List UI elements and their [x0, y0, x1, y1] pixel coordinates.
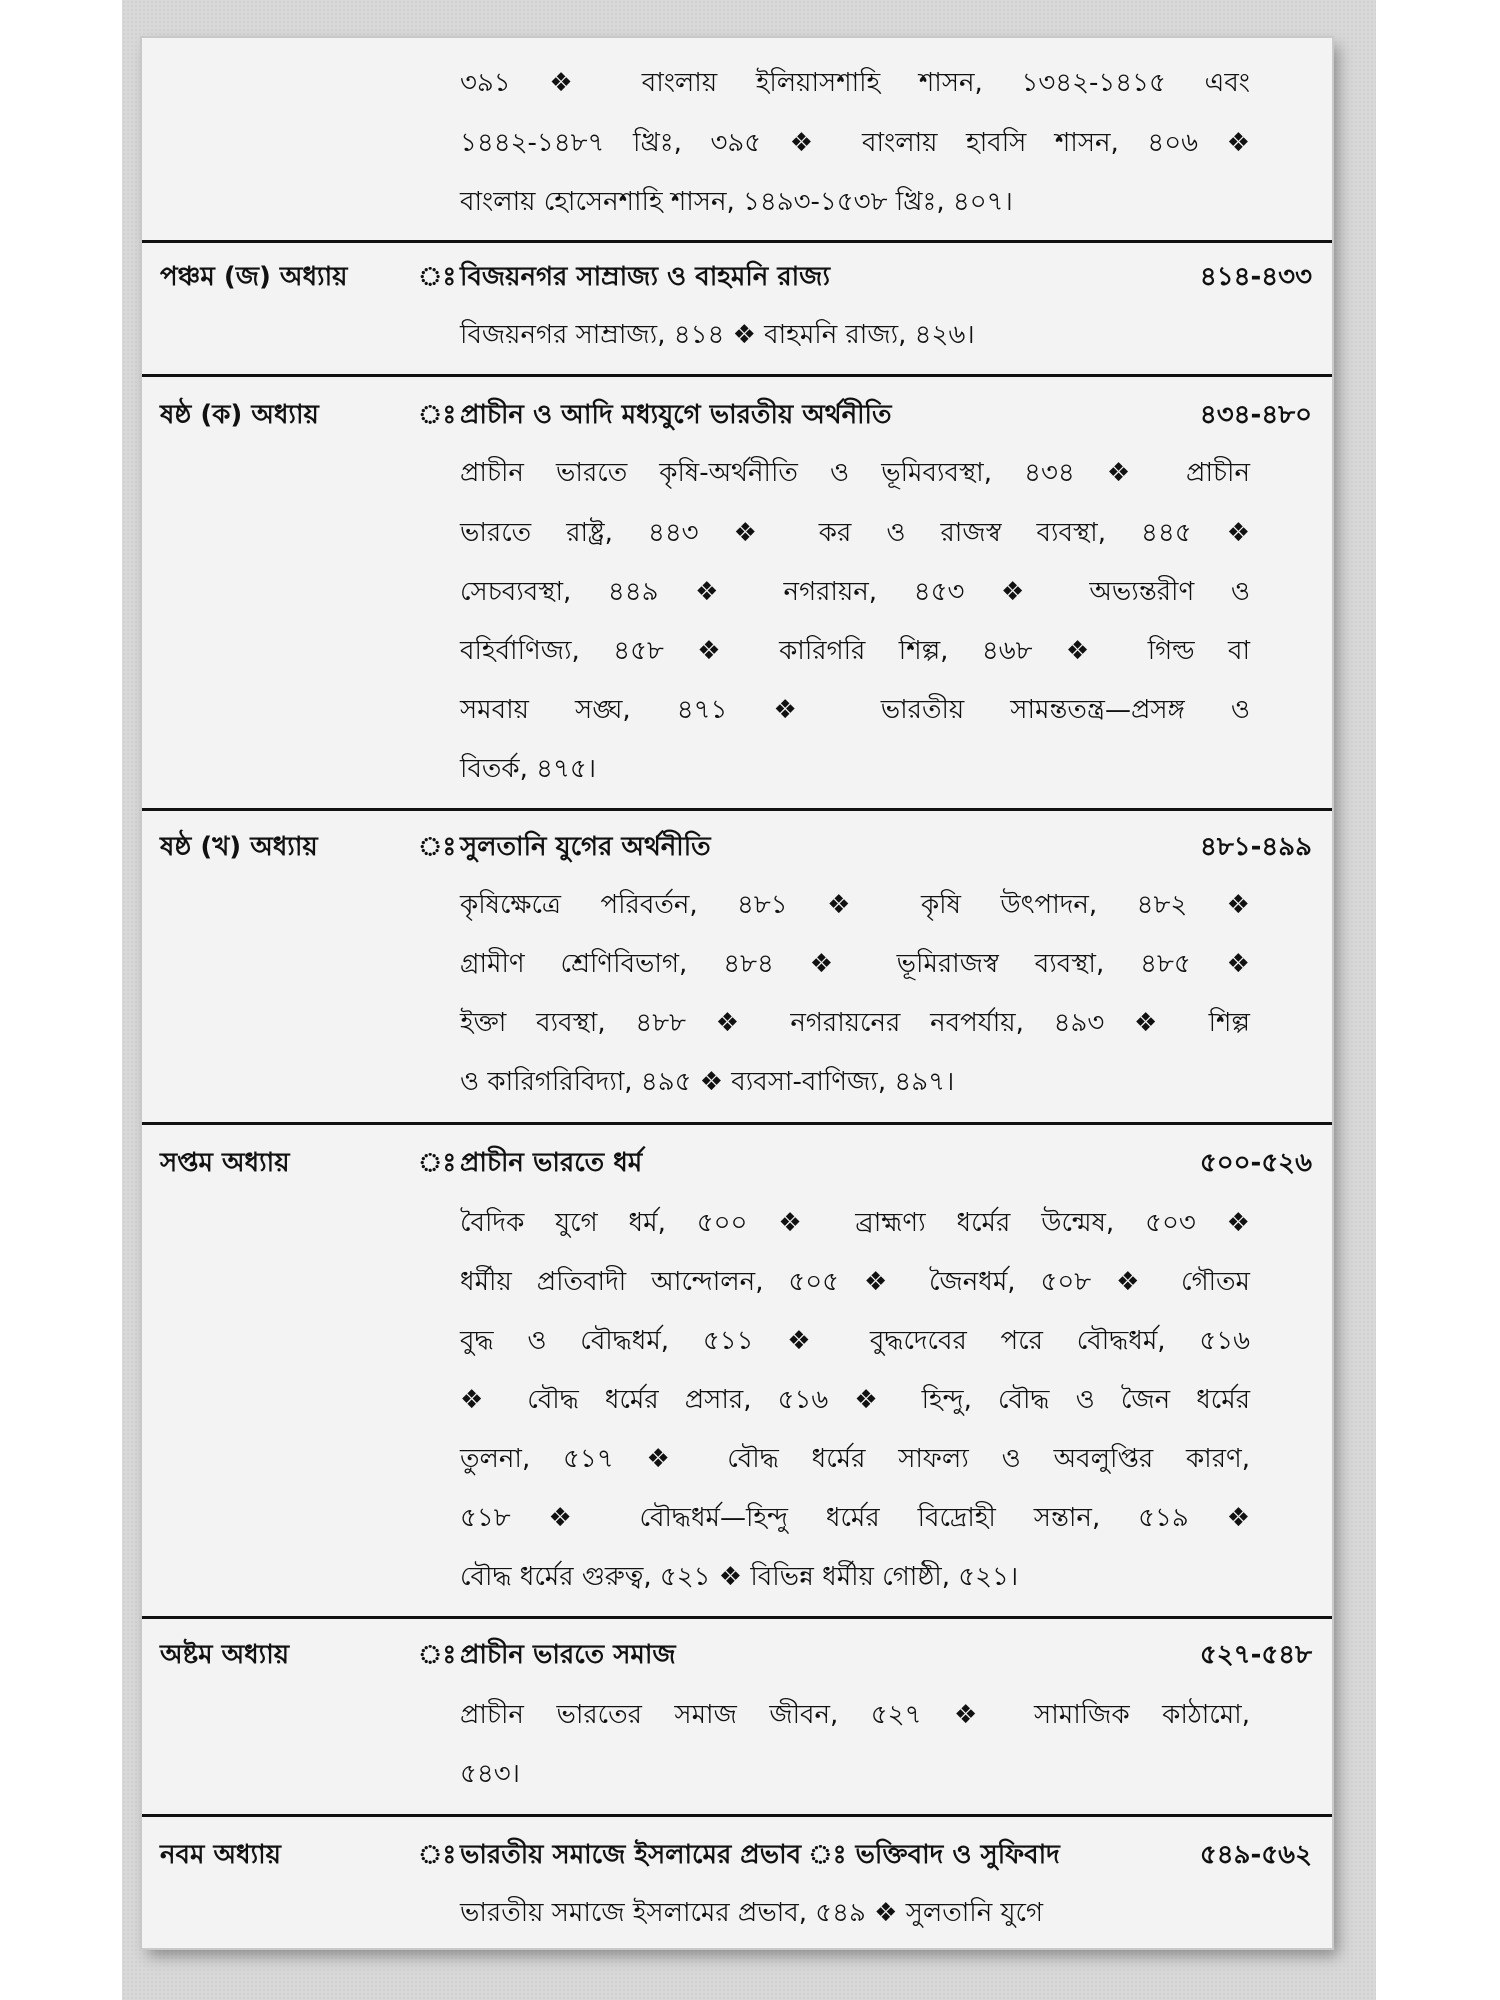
chapter-body-line: ভারতে রাষ্ট্র, ৪৪৩ ❖ কর ও রাজস্ব ব্যবস্থা, ৪৪৫ ❖ — [460, 518, 1250, 548]
chapter-body-line: বিজয়নগর সাম্রাজ্য, ৪১৪ ❖ বাহমনি রাজ্য, ৪২৬। — [460, 320, 975, 350]
chapter-body-line: সমবায় সঙ্ঘ, ৪৭১ ❖ ভারতীয় সামন্ততন্ত্র—প্রসঙ্গ ও — [460, 695, 1250, 725]
chapter-title: বিজয়নগর সাম্রাজ্য ও বাহমনি রাজ্য — [460, 262, 830, 292]
chapter-title: প্রাচীন ভারতে ধর্ম — [460, 1148, 643, 1178]
chapter-body-line: ও কারিগরিবিদ্যা, ৪৯৫ ❖ ব্যবসা-বাণিজ্য, ৪৯৭। — [460, 1067, 955, 1097]
chapter-label: ষষ্ঠ (ক) অধ্যায় — [160, 400, 319, 430]
chapter-body-line: বৈদিক যুগে ধর্ম, ৫০০ ❖ ব্রাহ্মণ্য ধর্মের উন্মেষ, ৫০৩ ❖ — [460, 1208, 1250, 1238]
chapter-title: প্রাচীন ও আদি মধ্যযুগে ভারতীয় অর্থনীতি — [460, 400, 892, 430]
book-page — [142, 38, 1332, 1948]
chapter-body-line: বহির্বাণিজ্য, ৪৫৮ ❖ কারিগরি শিল্প, ৪৬৮ ❖ গিল্ড বা — [460, 636, 1250, 666]
chapter-body-line: কৃষিক্ষেত্রে পরিবর্তন, ৪৮১ ❖ কৃষি উৎপাদন, ৪৮২ ❖ — [460, 890, 1250, 920]
chapter-pages: ৫২৭-৫৪৮ — [1199, 1640, 1312, 1670]
intro-line-1: ৩৯১ ❖ বাংলায় ইলিয়াসশাহি শাসন, ১৩৪২-১৪১৫ এবং — [460, 68, 1250, 98]
chapter-body-line: সেচব্যবস্থা, ৪৪৯ ❖ নগরায়ন, ৪৫৩ ❖ অভ্যন্তরীণ ও — [460, 577, 1250, 607]
chapter-body-line: ৫১৮ ❖ বৌদ্ধধর্ম—হিন্দু ধর্মের বিদ্রোহী সন্তান, ৫১৯ ❖ — [460, 1503, 1250, 1533]
chapter-label: নবম অধ্যায় — [160, 1840, 281, 1870]
chapter-title: ভারতীয় সমাজে ইসলামের প্রভাব ঃ ভক্তিবাদ ও সুফিবাদ — [460, 1840, 1060, 1870]
section-divider — [142, 374, 1332, 377]
chapter-pages: ৫৪৯-৫৬২ — [1199, 1840, 1312, 1870]
chapter-body-line: বৌদ্ধ ধর্মের গুরুত্ব, ৫২১ ❖ বিভিন্ন ধর্মীয় গোষ্ঠী, ৫২১। — [460, 1562, 1019, 1592]
chapter-colon: ঃ — [418, 832, 457, 862]
section-divider — [142, 808, 1332, 811]
chapter-body-line: প্রাচীন ভারতে কৃষি-অর্থনীতি ও ভূমিব্যবস্থা, ৪৩৪ ❖ প্রাচীন — [460, 458, 1250, 488]
chapter-body-line: ধর্মীয় প্রতিবাদী আন্দোলন, ৫০৫ ❖ জৈনধর্ম, ৫০৮ ❖ গৌতম — [460, 1267, 1250, 1297]
chapter-colon: ঃ — [418, 1640, 457, 1670]
chapter-colon: ঃ — [418, 1840, 457, 1870]
chapter-body-line: বিতর্ক, ৪৭৫। — [460, 754, 597, 784]
chapter-pages: ৪৩৪-৪৮০ — [1199, 400, 1312, 430]
chapter-body-line: প্রাচীন ভারতের সমাজ জীবন, ৫২৭ ❖ সামাজিক কাঠামো, — [460, 1700, 1250, 1730]
section-divider — [142, 240, 1332, 243]
chapter-title: সুলতানি যুগের অর্থনীতি — [460, 832, 711, 862]
chapter-body-line: ❖ বৌদ্ধ ধর্মের প্রসার, ৫১৬ ❖ হিন্দু, বৌদ্ধ ও জৈন ধর্মের — [460, 1385, 1250, 1415]
chapter-label: পঞ্চম (জ) অধ্যায় — [160, 262, 348, 292]
chapter-pages: ৪৮১-৪৯৯ — [1199, 832, 1312, 862]
chapter-pages: ৪১৪-৪৩৩ — [1199, 262, 1312, 292]
chapter-body-line: বুদ্ধ ও বৌদ্ধধর্ম, ৫১১ ❖ বুদ্ধদেবের পরে বৌদ্ধধর্ম, ৫১৬ — [460, 1326, 1250, 1356]
chapter-body-line: ইক্তা ব্যবস্থা, ৪৮৮ ❖ নগরায়নের নবপর্যায়, ৪৯৩ ❖ শিল্প — [460, 1008, 1250, 1038]
section-divider — [142, 1122, 1332, 1125]
section-divider — [142, 1814, 1332, 1817]
chapter-body-line: ৫৪৩। — [460, 1759, 520, 1789]
chapter-label: অষ্টম অধ্যায় — [160, 1640, 290, 1670]
chapter-body-line: তুলনা, ৫১৭ ❖ বৌদ্ধ ধর্মের সাফল্য ও অবলুপ্তির কারণ, — [460, 1444, 1250, 1474]
intro-line-2: ১৪৪২-১৪৮৭ খ্রিঃ, ৩৯৫ ❖ বাংলায় হাবসি শাসন, ৪০৬ ❖ — [460, 128, 1250, 158]
intro-line-3: বাংলায় হোসেনশাহি শাসন, ১৪৯৩-১৫৩৮ খ্রিঃ, ৪০৭। — [460, 187, 1013, 217]
chapter-colon: ঃ — [418, 1148, 457, 1178]
chapter-label: সপ্তম অধ্যায় — [160, 1148, 290, 1178]
chapter-body-line: ভারতীয় সমাজে ইসলামের প্রভাব, ৫৪৯ ❖ সুলতানি যুগে — [460, 1898, 1043, 1928]
chapter-pages: ৫০০-৫২৬ — [1199, 1148, 1312, 1178]
chapter-label: ষষ্ঠ (খ) অধ্যায় — [160, 832, 318, 862]
chapter-title: প্রাচীন ভারতে সমাজ — [460, 1640, 676, 1670]
chapter-colon: ঃ — [418, 400, 457, 430]
chapter-body-line: গ্রামীণ শ্রেণিবিভাগ, ৪৮৪ ❖ ভূমিরাজস্ব ব্যবস্থা, ৪৮৫ ❖ — [460, 949, 1250, 979]
section-divider — [142, 1616, 1332, 1619]
chapter-colon: ঃ — [418, 262, 457, 292]
